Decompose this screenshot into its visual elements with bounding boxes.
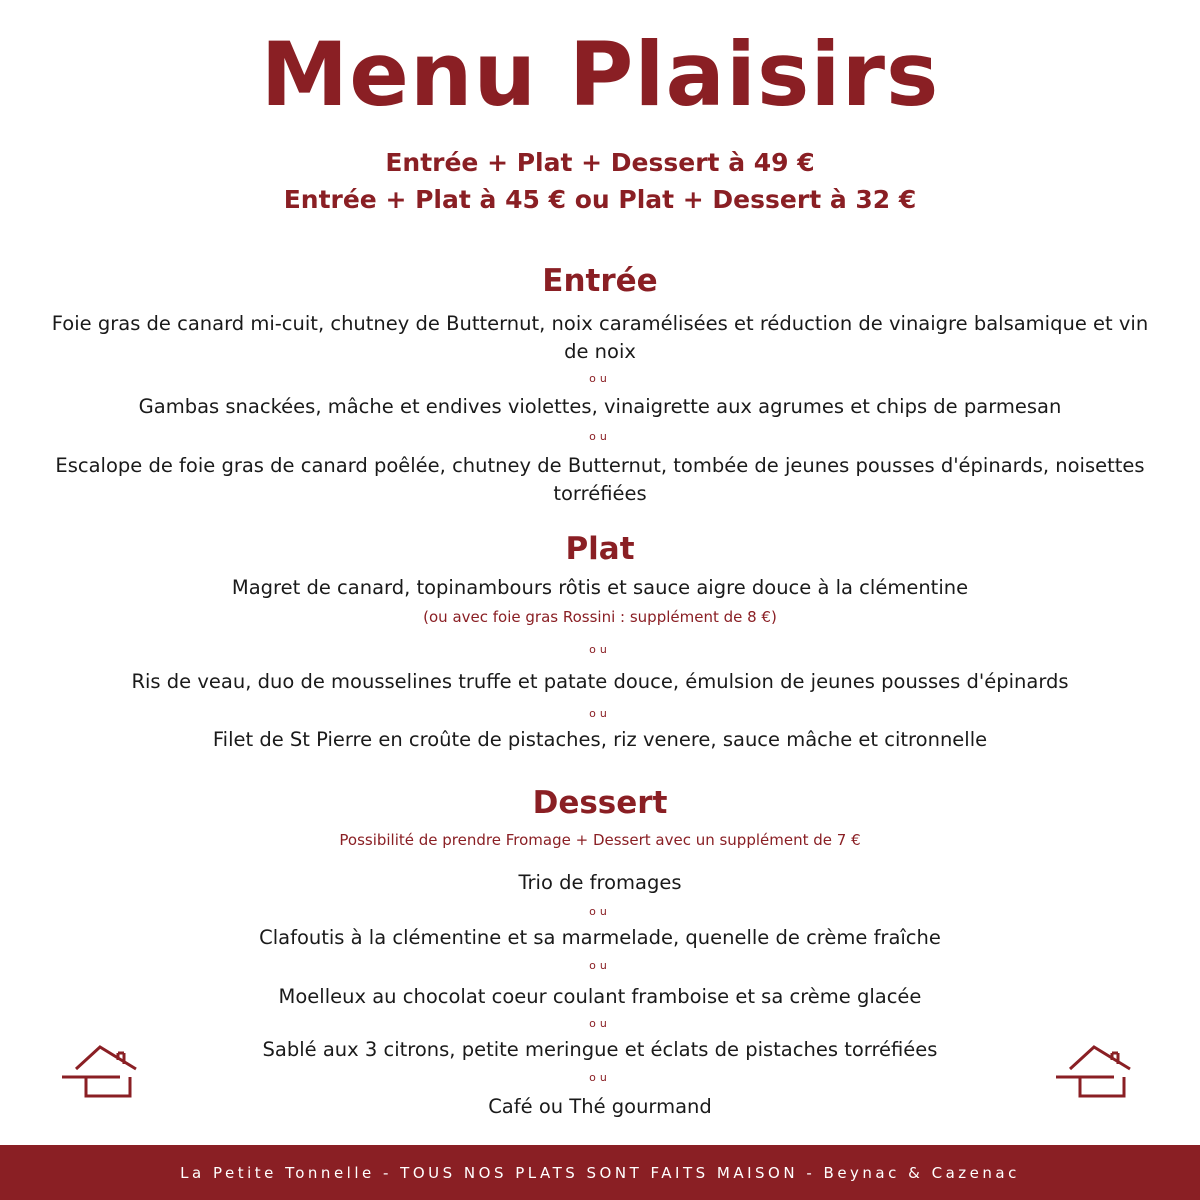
dessert-item-1: Trio de fromages <box>518 871 682 894</box>
price-line-2: Entrée + Plat à 45 € ou Plat + Dessert à 32 € <box>283 185 917 214</box>
plat-note: (ou avec foie gras Rossini : supplément de 8 €) <box>423 608 777 626</box>
dessert-item-3: Moelleux au chocolat coeur coulant framboise et sa crème glacée <box>278 985 922 1008</box>
section-title-dessert: Dessert <box>532 785 668 821</box>
separator-ou: ou <box>589 707 611 720</box>
separator-ou: ou <box>589 1017 611 1030</box>
entree-item-1: Foie gras de canard mi-cuit, chutney de Butternut, noix caramélisées et réduction de vinaigre balsamique et vin de noix <box>51 312 1149 363</box>
plat-item-1: Magret de canard, topinambours rôtis et sauce aigre douce à la clémentine <box>231 576 969 599</box>
house-icon <box>1054 1043 1134 1099</box>
separator-ou: ou <box>589 372 611 385</box>
section-title-entree: Entrée <box>542 263 658 299</box>
footer-bar <box>0 1145 1200 1200</box>
price-line-1: Entrée + Plat + Dessert à 49 € <box>385 148 815 177</box>
plat-item-2: Ris de veau, duo de mousselines truffe et patate douce, émulsion de jeunes pousses d'épinards <box>131 670 1069 693</box>
entree-item-2: Gambas snackées, mâche et endives violettes, vinaigrette aux agrumes et chips de parmesan <box>138 395 1062 418</box>
separator-ou: ou <box>589 643 611 656</box>
footer-text: La Petite Tonnelle - TOUS NOS PLATS SONT FAITS MAISON - Beynac & Cazenac <box>180 1163 1020 1182</box>
section-title-plat: Plat <box>565 531 635 567</box>
dessert-item-2: Clafoutis à la clémentine et sa marmelade, quenelle de crème fraîche <box>259 926 941 949</box>
menu-title: Menu Plaisirs <box>260 23 940 126</box>
dessert-note: Possibilité de prendre Fromage + Dessert avec un supplément de 7 € <box>339 831 861 849</box>
entree-item-3: Escalope de foie gras de canard poêlée, chutney de Butternut, tombée de jeunes pousses d'épinards, noisettes torréfiées <box>55 454 1145 505</box>
separator-ou: ou <box>589 430 611 443</box>
separator-ou: ou <box>589 959 611 972</box>
dessert-item-4: Sablé aux 3 citrons, petite meringue et éclats de pistaches torréfiées <box>262 1038 938 1061</box>
separator-ou: ou <box>589 905 611 918</box>
plat-item-3: Filet de St Pierre en croûte de pistaches, riz venere, sauce mâche et citronnelle <box>212 728 988 751</box>
separator-ou: ou <box>589 1071 611 1084</box>
dessert-item-5: Café ou Thé gourmand <box>488 1095 712 1118</box>
house-icon <box>60 1043 140 1099</box>
